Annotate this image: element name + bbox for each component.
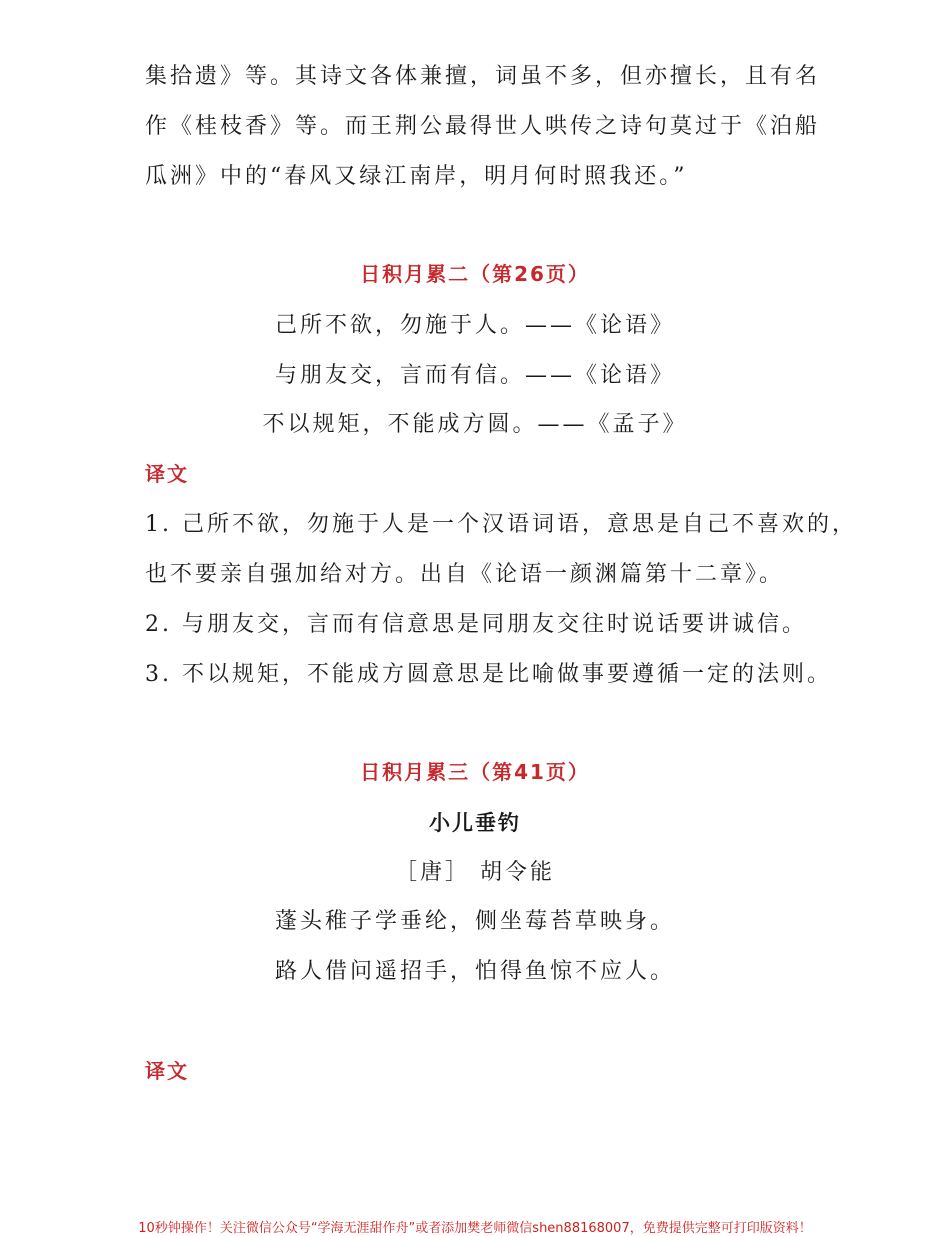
intro-line-1: 集拾遗》等。其诗文各体兼擅，词虽不多，但亦擅长，且有名 xyxy=(145,64,821,89)
poem-title: 小儿垂钓 xyxy=(429,811,521,835)
section2-translation-label: 译文 xyxy=(145,462,189,486)
translation-line-1: 1. 己所不欲，勿施于人是一个汉语词语，意思是自己不喜欢的， xyxy=(145,512,857,537)
section3-heading: 日积月累三（第41页） xyxy=(360,760,590,784)
poem-line-2: 路人借问遥招手，怕得鱼惊不应人。 xyxy=(274,959,675,984)
intro-line-3: 瓜洲》中的“春风又绿江南岸，明月何时照我还。” xyxy=(145,164,688,189)
translation-line-2: 也不要亲自强加给对方。出自《论语一颜渊篇第十二章》。 xyxy=(145,562,785,587)
quote-1: 己所不欲，勿施于人。——《论语》 xyxy=(274,313,675,338)
translation-line-3: 2. 与朋友交，言而有信意思是同朋友交往时说话要讲诚信。 xyxy=(145,612,807,637)
poem-line-1: 蓬头稚子学垂纶，侧坐莓苔草映身。 xyxy=(274,909,675,934)
intro-line-2: 作《桂枝香》等。而王荆公最得世人哄传之诗句莫过于《泊船 xyxy=(145,114,821,139)
footer-notice: 10秒钟操作！关注微信公众号“学海无涯甜作舟”或者添加樊老师微信shen88168007，免费提供完整可打印版资料！ xyxy=(138,1221,812,1236)
quote-3: 不以规矩，不能成方圆。——《孟子》 xyxy=(262,412,688,437)
quote-2: 与朋友交，言而有信。——《论语》 xyxy=(274,363,675,388)
section2-heading: 日积月累二（第26页） xyxy=(360,262,590,286)
translation-line-4: 3. 不以规矩，不能成方圆意思是比喻做事要遵循一定的法则。 xyxy=(145,662,832,687)
section3-translation-label: 译文 xyxy=(145,1059,189,1083)
poem-author: ［唐］ 胡令能 xyxy=(395,860,555,885)
